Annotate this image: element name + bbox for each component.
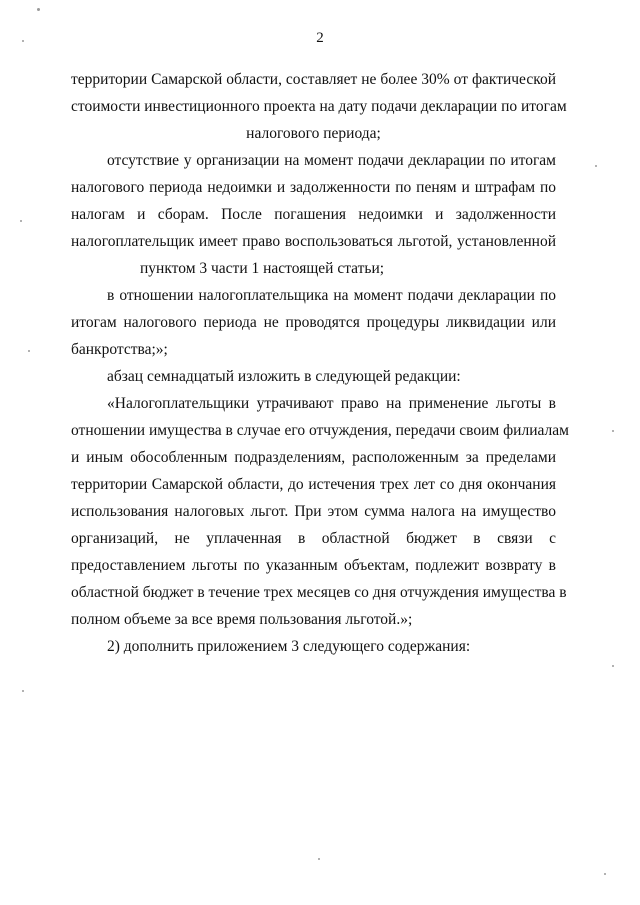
text-line: и иным обособленным подразделениям, расположенным за пределами	[71, 449, 556, 466]
text-line: использования налоговых льгот. При этом сумма налога на имущество	[71, 503, 556, 520]
text-line: пунктом 3 части 1 настоящей статьи;	[140, 260, 385, 277]
text-line: 2) дополнить приложением 3 следующего содержания:	[107, 638, 471, 655]
scan-speck	[37, 8, 40, 11]
text-line: налогового периода недоимки и задолженности по пеням и штрафам по	[71, 179, 556, 196]
text-line: налогового периода;	[246, 125, 381, 142]
text-line: в отношении налогоплательщика на момент подачи декларации по	[107, 287, 556, 304]
text-line: полном объеме за все время пользования льготой.»;	[71, 611, 413, 628]
text-line: «Налогоплательщики утрачивают право на применение льготы в	[107, 395, 556, 412]
scan-speck	[612, 665, 614, 667]
text-line: предоставлением льготы по указанным объектам, подлежит возврату в	[71, 557, 556, 574]
text-line: налогам и сборам. После погашения недоимки и задолженности	[71, 206, 556, 223]
text-line: отсутствие у организации на момент подачи декларации по итогам	[107, 152, 556, 169]
scan-speck	[22, 40, 24, 42]
text-line: организаций, не уплаченная в областной бюджет в связи с	[71, 530, 556, 547]
scan-speck	[604, 873, 606, 875]
scan-speck	[318, 858, 320, 860]
text-line: отношении имущества в случае его отчуждения, передачи своим филиалам	[71, 422, 569, 439]
text-line: абзац семнадцатый изложить в следующей редакции:	[107, 368, 461, 385]
text-line: итогам налогового периода не проводятся процедуры ликвидации или	[71, 314, 556, 331]
text-line: областной бюджет в течение трех месяцев со дня отчуждения имущества в	[71, 584, 567, 601]
scan-speck	[612, 430, 614, 432]
text-line: стоимости инвестиционного проекта на дату подачи декларации по итогам	[71, 98, 567, 115]
text-line: банкротства;»;	[71, 341, 168, 358]
scan-speck	[595, 165, 597, 167]
text-line: налогоплательщик имеет право воспользоваться льготой, установленной	[71, 233, 556, 250]
page-number: 2	[316, 30, 324, 46]
scan-speck	[20, 220, 22, 222]
scan-speck	[28, 350, 30, 352]
text-line: территории Самарской области, до истечения трех лет со дня окончания	[71, 476, 556, 493]
text-line: территории Самарской области, составляет не более 30% от фактической	[71, 71, 556, 88]
scan-speck	[22, 690, 24, 692]
